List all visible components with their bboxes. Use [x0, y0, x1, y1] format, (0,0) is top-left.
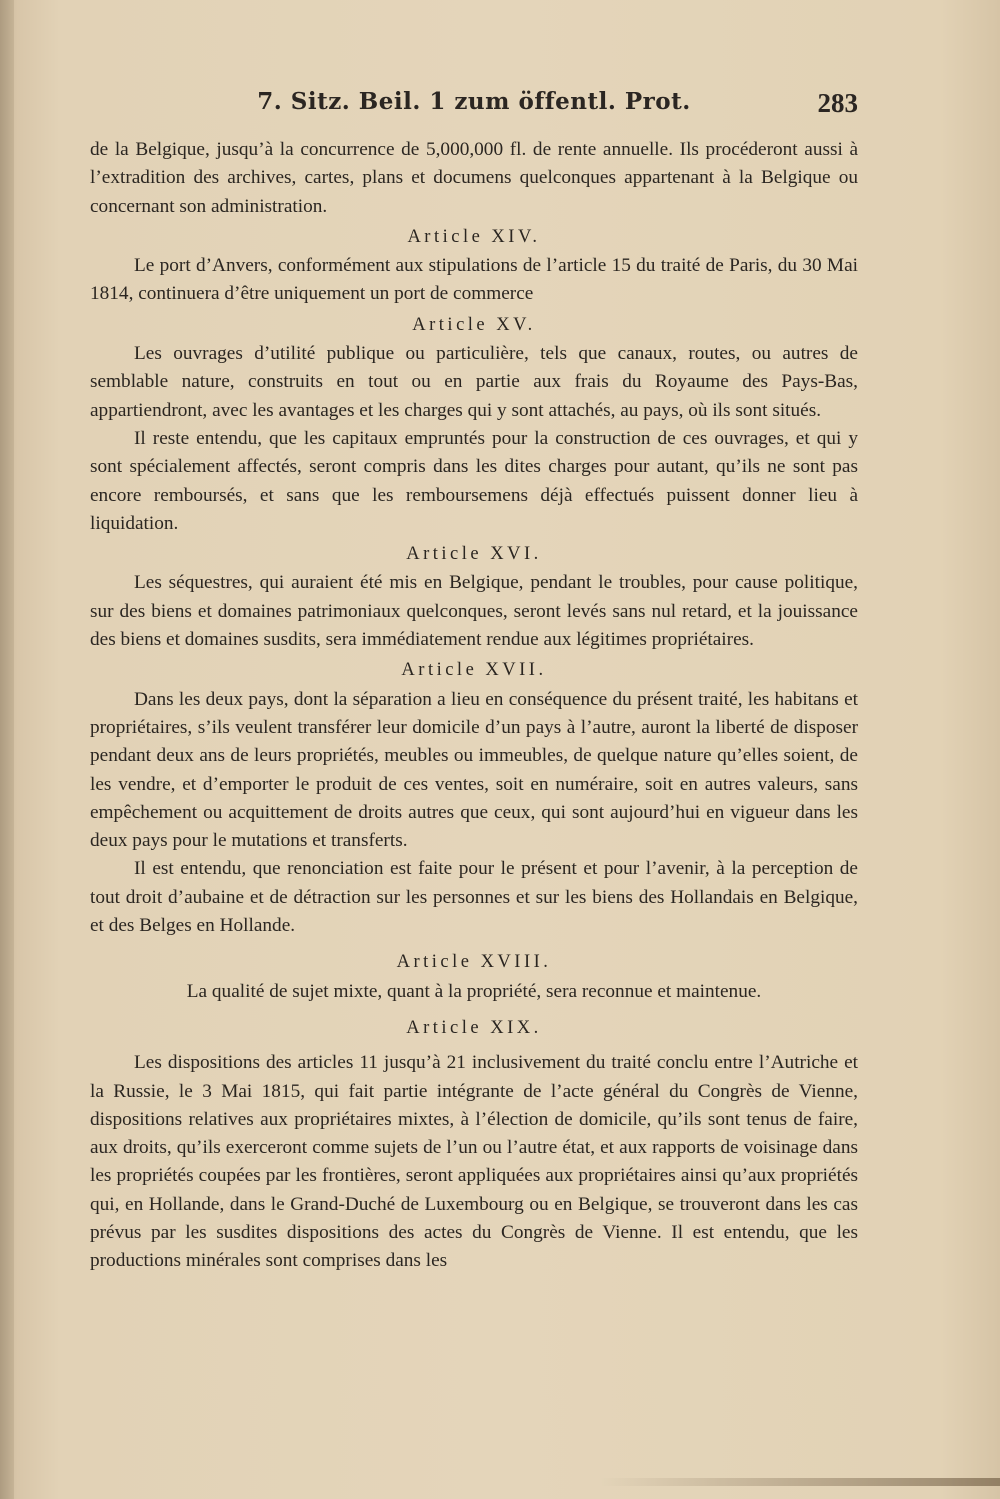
article-heading-xvii: Article XVII.: [401, 660, 547, 681]
article-heading-xv: Article XV.: [412, 314, 536, 335]
article-heading-xviii: Article XVIII.: [396, 952, 552, 973]
paragraph-article-xviii: La qualité de sujet mixte, quant à la propriété, sera reconnue et maintenue.: [186, 980, 762, 1002]
body-text: [90, 136, 858, 1276]
paragraph-article-xix: Les dispositions des articles 11 jusqu’à 21 inclusivement du traité conclu entre l’Autriche et la Russie, le 3 Mai 1815, qui fait partie intégrante de l’acte général du Congrès de Vienne, dispositions relatives aux propriétaires mixtes, à l’élection de domicile, qu’ils sont tenus de faire, aux droits, qu’ils exerceront comme sujets de l’un ou l’autre état, et aux rapports de voisinage dans les propriétés coupées par les frontières, seront appliquées aux propriétaires ainsi qu’aux propriétés qui, en Hollande, dans le Grand-Duché de Luxembourg ou en Belgique, se trouveront dans les cas prévus par les susdites dispositions des actes du Congrès de Vienne. Il est entendu, que les productions minérales sont comprises dans les: [90, 1052, 858, 1272]
running-head: 7. Sitz. Beil. 1 zum öffentl. Prot.: [257, 88, 691, 115]
article-heading-xvi: Article XVI.: [406, 544, 542, 565]
paragraph-article-xv-1: Les ouvrages d’utilité publique ou particulière, tels que canaux, routes, ou autres de semblable nature, construits en tout ou en partie aux frais du Royaume des Pays-Bas, appartiendront, avec les avantages et les charges qui y sont attachés, au pays, où ils sont situés.: [90, 343, 858, 421]
article-heading-xiv: Article XIV.: [407, 226, 541, 247]
paragraph-article-xvi: Les séquestres, qui auraient été mis en Belgique, pendant le troubles, pour cause politique, sur des biens et domaines patrimoniaux quelconques, seront levés sans nul retard, et la jouissance des biens et domaines susdits, sera immédiatement rendue aux légitimes propriétaires.: [90, 572, 858, 651]
page-number: 283: [817, 88, 858, 118]
paragraph-article-xiv: Le port d’Anvers, conformément aux stipulations de l’article 15 du traité de Paris, du 30 Mai 1814, continuera d’être uniquement un port de commerce: [90, 255, 858, 305]
book-spine-shadow: [0, 0, 14, 1499]
page-edge-shadow: [600, 1478, 1000, 1486]
paragraph-article-xvii-2: Il est entendu, que renonciation est faite pour le présent et pour l’avenir, à la perception de tout droit d’aubaine et de détraction sur les personnes et sur les biens des Hollandais en Belgique, et des Belges en Hollande.: [90, 858, 858, 937]
paragraph-article-xvii-1: Dans les deux pays, dont la séparation a lieu en conséquence du présent traité, les habitans et propriétaires, s’ils veulent transférer leur domicile d’un pays à l’autre, auront la liberté de disposer pendant deux ans de leurs propriétés, meubles ou immeubles, de quelque nature qu’elles soient, de les vendre, et d’emporter le produit de ces ventes, soit en numéraire, soit en autres valeurs, sans empêchement ou acquittement de droits autres que ceux, qui sont aujourd’hui en vigueur dans les deux pays pour le mutations et transferts.: [90, 688, 858, 852]
paragraph-continuation: de la Belgique, jusqu’à la concurrence de 5,000,000 fl. de rente annuelle. Ils procéderont aussi à l’extradition des archives, cartes, plans et documens quelconques appartenant à la Belgique ou concernant son administration.: [90, 139, 858, 217]
article-heading-xix: Article XIX.: [406, 1017, 542, 1038]
paragraph-article-xv-2: Il reste entendu, que les capitaux empruntés pour la construction de ces ouvrages, et qui y sont spécialement affectés, seront compris dans les dites charges pour autant, qu’ils ne sont pas encore remboursés, et sans que les remboursemens déjà effectués puissent donner lieu à liquidation.: [90, 427, 858, 534]
page-header: [90, 88, 858, 124]
